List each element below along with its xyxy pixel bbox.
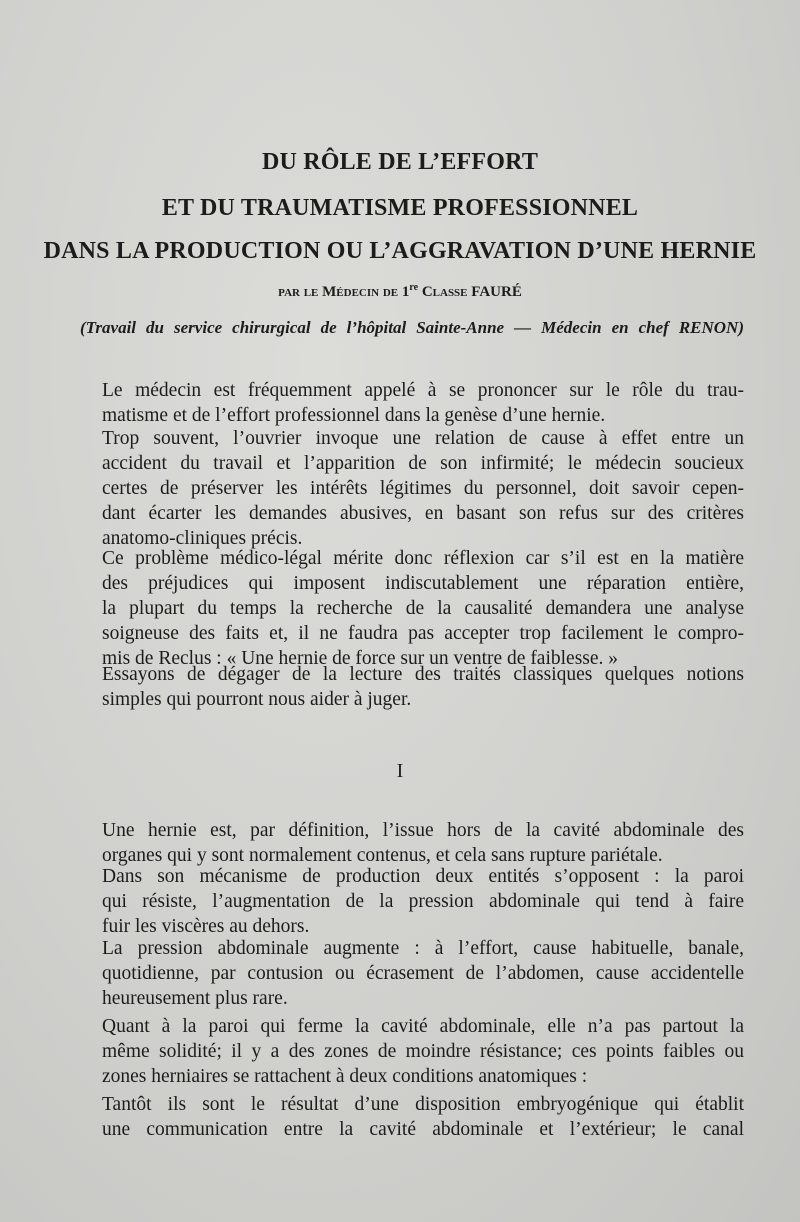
- section-paragraph-5: [80, 1092, 744, 1142]
- text-line: organes qui y sont normalement contenus, et cela sans rupture pariétale.: [102, 845, 663, 866]
- intro-paragraph-4: [80, 662, 744, 712]
- text-line: heureusement plus rare.: [102, 988, 288, 1009]
- author-line: [0, 282, 800, 301]
- text-line: Ce problème médico-légal mérite donc réflexion car s’il est en la matière: [102, 548, 744, 569]
- text-line: même solidité; il y a des zones de moindre résistance; ces points faibles ou: [102, 1041, 744, 1062]
- text-line: Quant à la paroi qui ferme la cavité abdominale, elle n’a pas partout la: [102, 1016, 744, 1037]
- text-line: Trop souvent, l’ouvrier invoque une relation de cause à effet entre un: [102, 428, 744, 449]
- section-paragraph-2: [80, 864, 744, 939]
- text-line: Une hernie est, par définition, l’issue hors de la cavité abdominale des: [102, 820, 744, 841]
- author-name: FAURÉ: [471, 284, 522, 300]
- text-line: Dans son mécanisme de production deux entités s’opposent : la paroi: [102, 866, 744, 887]
- intro-paragraph-3: [80, 546, 744, 671]
- text-line: dant écarter les demandes abusives, en basant son refus sur des critères: [102, 503, 744, 524]
- author-prefix: par le Médecin de 1: [278, 284, 410, 300]
- affiliation: (Travail du service chirurgical de l’hôpital Sainte-Anne — Médecin en chef RENON): [80, 318, 744, 337]
- text-line: La pression abdominale augmente : à l’effort, cause habituelle, banale,: [102, 938, 744, 959]
- text-line: accident du travail et l’apparition de son infirmité; le médecin soucieux: [102, 453, 744, 474]
- text-line: une communication entre la cavité abdominale et l’extérieur; le canal: [102, 1119, 744, 1140]
- text-line: quotidienne, par contusion ou écrasement de l’abdomen, cause accidentelle: [102, 963, 744, 984]
- section-paragraph-1: [80, 818, 744, 868]
- text-line: certes de préserver les intérêts légitimes du personnel, doit savoir cepen-: [102, 478, 744, 499]
- intro-paragraph-1: [80, 378, 744, 428]
- text-line: matisme et de l’effort professionnel dans la genèse d’une hernie.: [102, 405, 606, 426]
- text-line: Le médecin est fréquemment appelé à se prononcer sur le rôle du trau-: [102, 380, 744, 401]
- section-paragraph-4: [80, 1014, 744, 1089]
- text-line: simples qui pourront nous aider à juger.: [102, 689, 412, 710]
- text-line: soigneuse des faits et, il ne faudra pas accepter trop facilement le compro-: [102, 623, 744, 644]
- section-paragraph-3: [80, 936, 744, 1011]
- intro-paragraph-2: [80, 426, 744, 551]
- text-line: mis de Reclus : « Une hernie de force sur un ventre de faiblesse. »: [102, 648, 619, 669]
- text-line: qui résiste, l’augmentation de la pression abdominale qui tend à faire: [102, 891, 744, 912]
- text-line: zones herniaires se rattachent à deux conditions anatomiques :: [102, 1066, 588, 1087]
- text-line: fuir les viscères au dehors.: [102, 916, 310, 937]
- text-line: des préjudices qui imposent indiscutablement une réparation entière,: [102, 573, 744, 594]
- section-number: I: [396, 760, 404, 782]
- text-line: la plupart du temps la recherche de la causalité demandera une analyse: [102, 598, 744, 619]
- author-sup: re: [409, 282, 419, 293]
- text-line: anatomo-cliniques précis.: [102, 528, 303, 549]
- author-classe: Classe: [421, 284, 468, 300]
- title-line-3: DANS LA PRODUCTION OU L’AGGRAVATION D’UNE HERNIE: [43, 238, 757, 264]
- text-line: Essayons de dégager de la lecture des traités classiques quelques notions: [102, 664, 744, 685]
- text-line: Tantôt ils sont le résultat d’une disposition embryogénique qui établit: [102, 1094, 744, 1115]
- title-line-1: DU RÔLE DE L’EFFORT: [261, 149, 539, 175]
- title-line-2: ET DU TRAUMATISME PROFESSIONNEL: [161, 195, 639, 221]
